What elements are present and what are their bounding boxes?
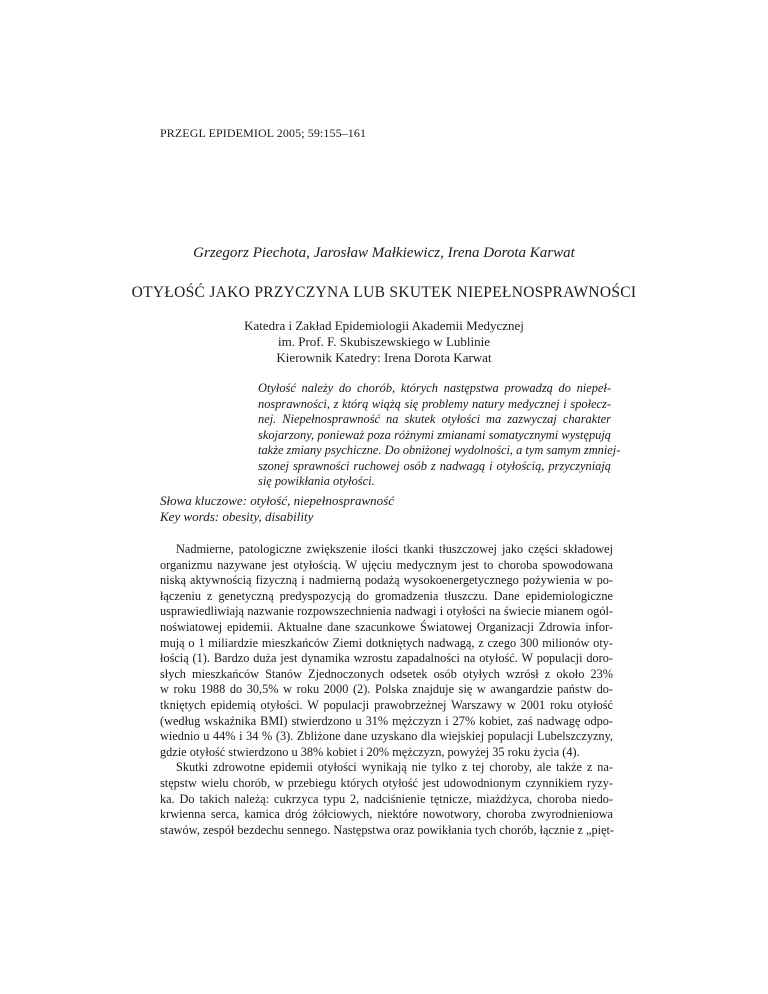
abstract-line: szonej sprawności ruchowej osób z nadwagą i otyłością, przyczyniają (258, 458, 611, 473)
body-line: noświatowej epidemii. Aktualne dane szacunkowe Światowej Organizacji Zdrowia infor- (160, 619, 613, 634)
article-title: OTYŁOŚĆ JAKO PRZYCZYNA LUB SKUTEK NIEPEŁNOSPRAWNOŚCI (131, 284, 637, 301)
body-line: mują o 1 miliardzie mieszkańców Ziemi dotkniętych nadwagą, z czego 300 milionów oty- (160, 635, 613, 650)
body-line: krwienna serca, kamica dróg żółciowych, niektóre nowotwory, choroba zwyrodnieniowa (160, 807, 613, 822)
body-line: tkniętych epidemią otyłości. W populacji prawobrzeżnej Warszawy w 2001 roku otyłość (160, 697, 613, 712)
body-line: usprawiedliwiają nazwanie rozpowszechnienia nadwagi i otyłości na świecie mianem ogól- (160, 604, 613, 619)
body-line: Nadmierne, patologiczne zwiększenie ilości tkanki tłuszczowej jako części składowej (176, 542, 613, 556)
body-line: organizmu nazywane jest otyłością. W ujęciu medycznym jest to choroba spowodowana (160, 557, 613, 572)
keywords-polish: Słowa kluczowe: otyłość, niepełnosprawność (160, 493, 394, 508)
abstract-line: się powikłania otyłości. (258, 474, 375, 488)
body-line: stawów, zespół bezdechu sennego. Następstwa oraz powikłania tych chorób, łącznie z „pięt- (160, 822, 615, 837)
body-line: Skutki zdrowotne epidemii otyłości wynikają nie tylko z tej choroby, ale także z na- (176, 760, 613, 775)
affiliation-line: im. Prof. F. Skubiszewskiego w Lublinie (277, 334, 490, 349)
abstract-line: także zmiany psychiczne. Do obniżonej wydolności, a tym samym zmniej- (258, 443, 621, 457)
keywords-english: Key words: obesity, disability (160, 509, 314, 524)
body-line: (według wskaźnika BMI) stwierdzono u 31% mężczyzn i 27% kobiet, zaś nadwagę odpo- (160, 713, 613, 728)
body-line: łością (1). Bardzo duża jest dynamika wzrostu zapadalności na otyłość. W populacji doro- (160, 651, 613, 666)
body-line: stępstw wielu chorób, w przebiegu których otyłość jest udowodnionym czynnikiem ryzy- (160, 775, 613, 790)
body-line: w roku 1988 do 30,5% w roku 2000 (2). Polska znajduje się w awangardzie państw do- (160, 682, 613, 697)
article-body (160, 542, 613, 838)
abstract-line: nej. Niepełnosprawność na skutek otyłości ma zazwyczaj charakter (258, 412, 611, 426)
body-line: słych mieszkańców Stanów Zjednoczonych odsetek osób otyłych wzrósł z około 23% (160, 666, 613, 681)
abstract (258, 381, 621, 490)
journal-reference: PRZEGL EPIDEMIOL 2005; 59:155–161 (160, 126, 367, 140)
keywords-block (160, 493, 394, 525)
body-line: ka. Do takich należą: cukrzyca typu 2, nadciśnienie tętnicze, miażdżyca, choroba niedo- (160, 791, 613, 806)
affiliation-line: Kierownik Katedry: Irena Dorota Karwat (276, 350, 492, 365)
article-authors: Grzegorz Piechota, Jarosław Małkiewicz, Irena Dorota Karwat (193, 245, 575, 261)
abstract-line: Otyłość należy do chorób, których następstwa prowadzą do niepeł- (258, 381, 611, 395)
body-line: wiednio u 44% i 34 % (3). Zbliżone dane uzyskano dla wiejskiej populacji Lubelszczyzny, (160, 729, 613, 744)
affiliation-block (0, 318, 768, 366)
affiliation-line: Katedra i Zakład Epidemiologii Akademii Medycznej (244, 318, 524, 333)
body-line: łączeniu z genetyczną predyspozycją do gromadzenia tłuszczu. Dane epidemiologiczne (160, 588, 613, 603)
abstract-line: nosprawności, z którą wiążą się problemy natury medycznej i społecz- (258, 396, 611, 411)
abstract-line: skojarzony, ponieważ poza różnymi zmianami somatycznymi występują (258, 427, 611, 442)
body-line: niską aktywnością fizyczną i nadmierną podażą wysokoenergetycznego pożywienia w po- (160, 573, 613, 588)
body-line: gdzie otyłość stwierdzono u 38% kobiet i 20% mężczyzn, powyżej 35 roku życia (4). (160, 744, 580, 759)
